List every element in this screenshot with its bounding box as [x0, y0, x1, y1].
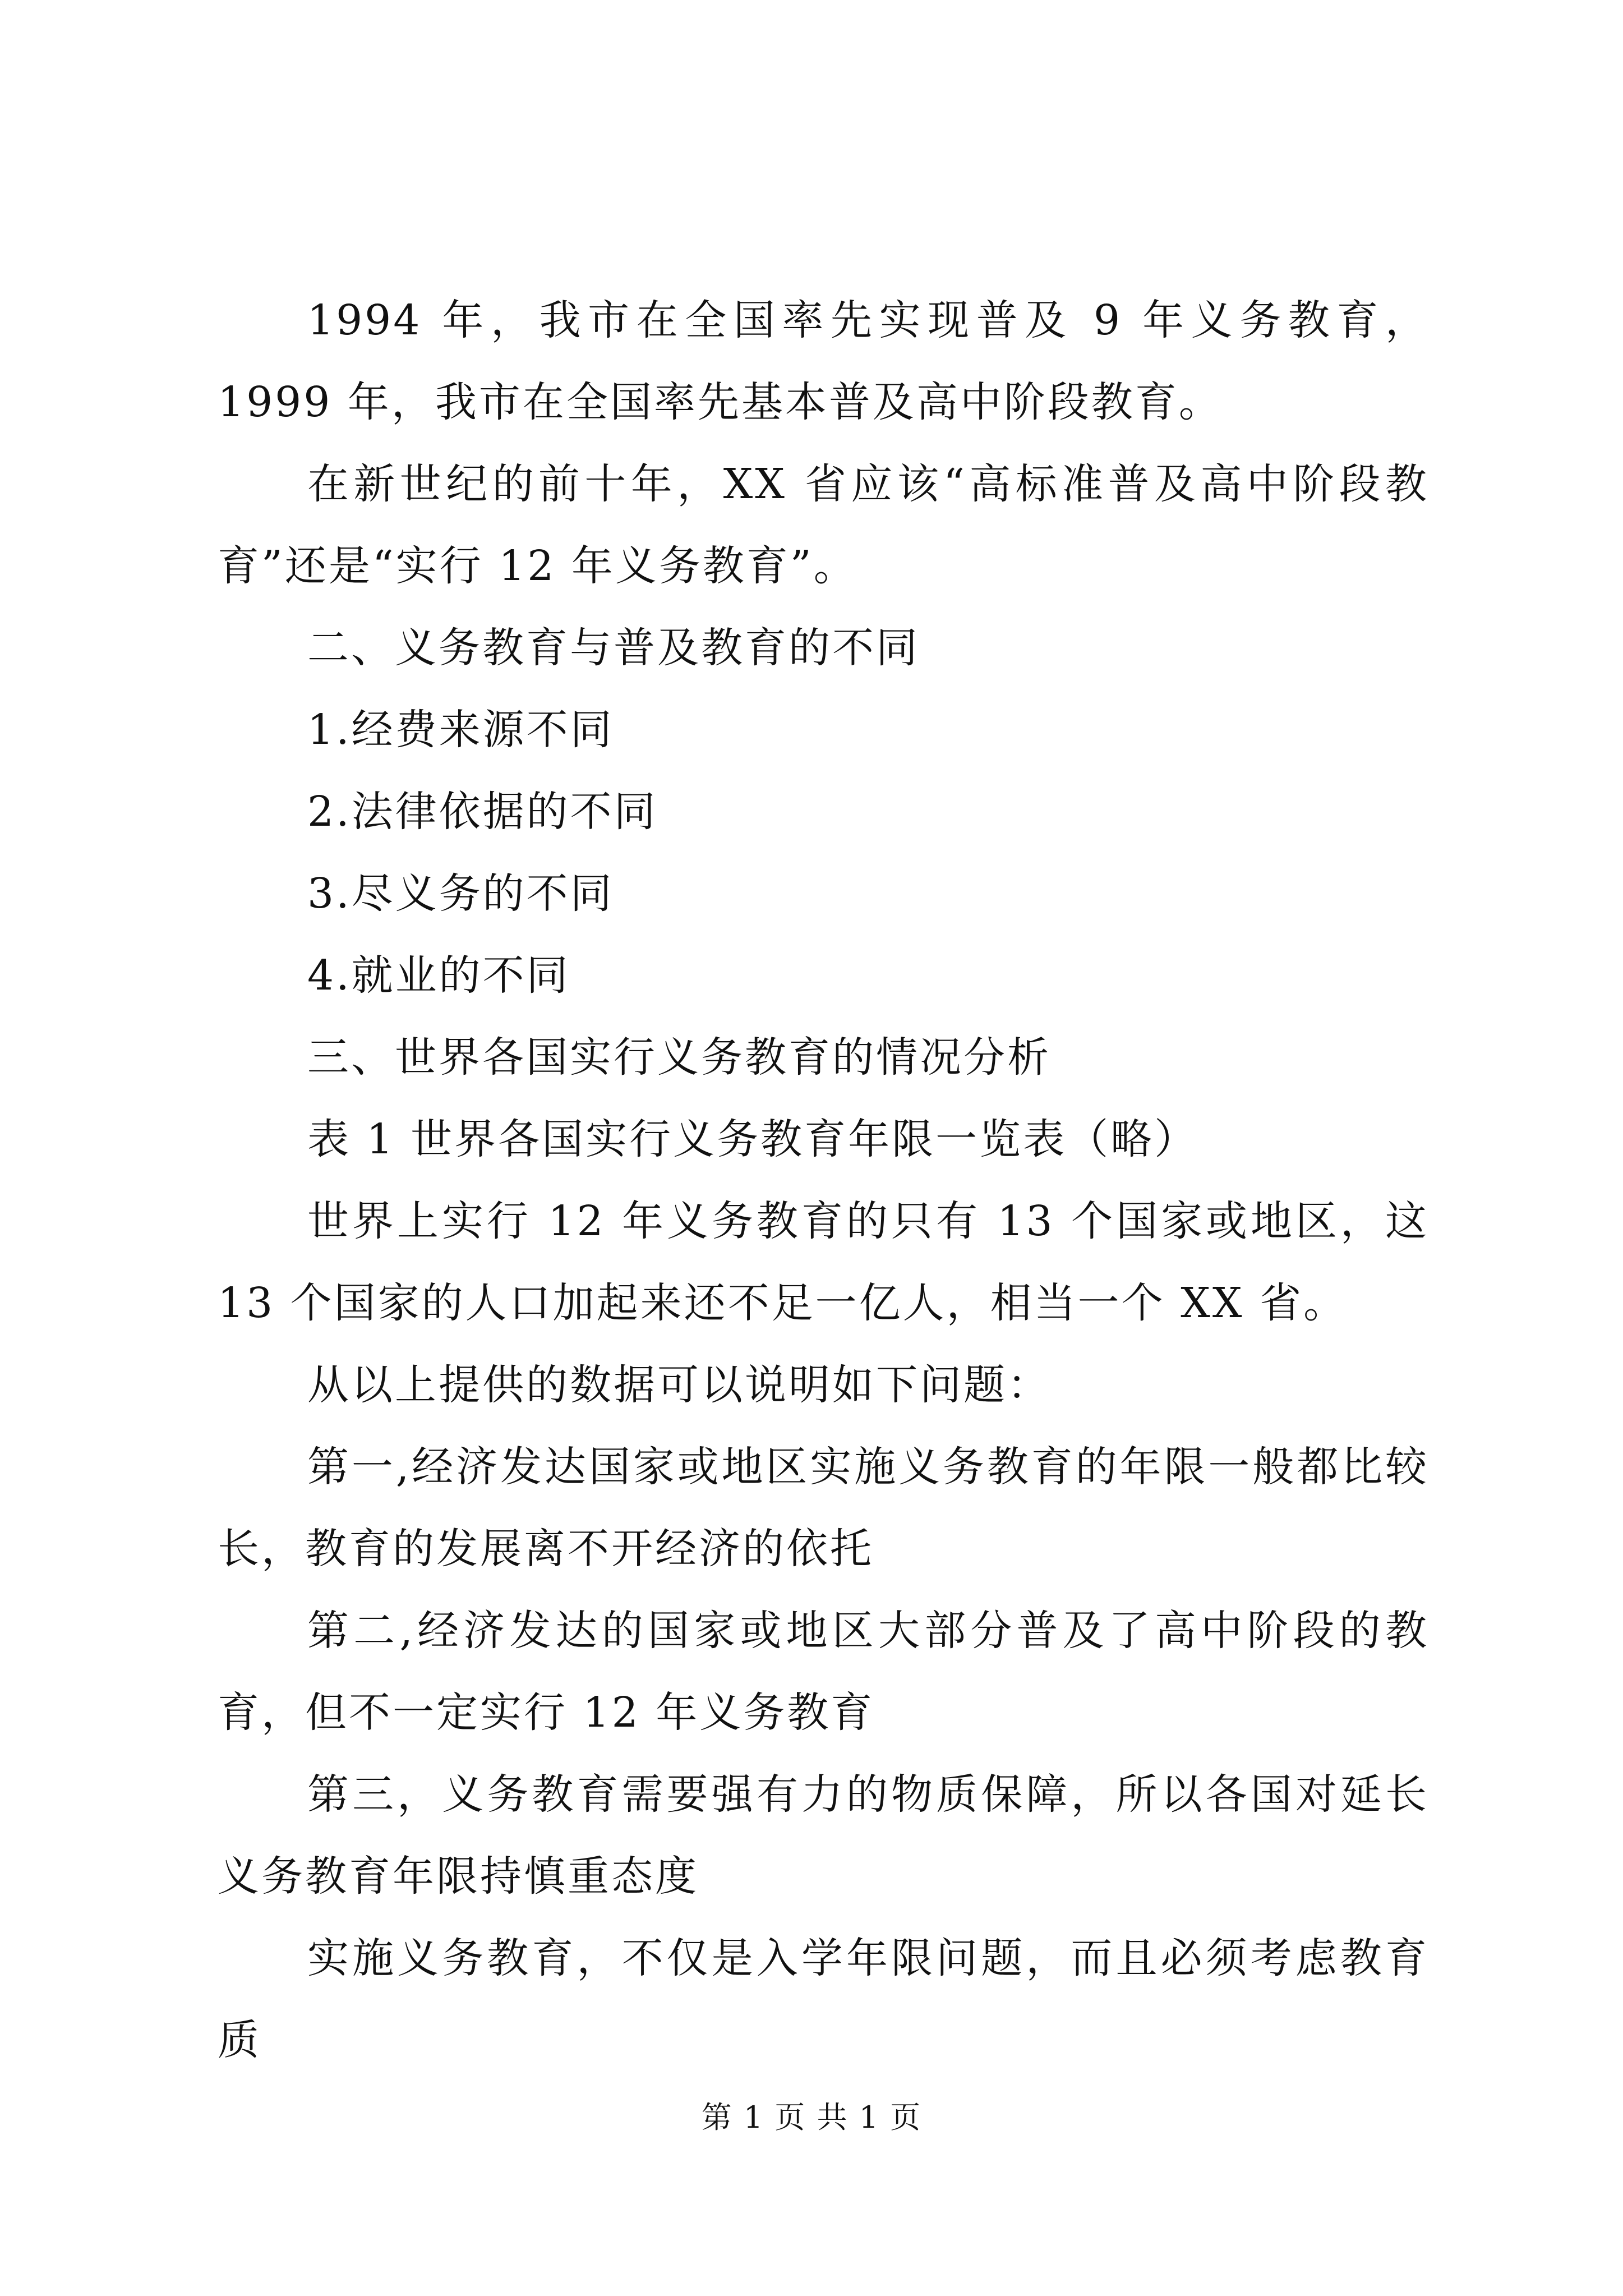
paragraph: 从以上提供的数据可以说明如下问题：: [307, 1361, 1051, 1409]
table-caption: 表 1 世界各国实行义务教育年限一览表（略）: [307, 1115, 1198, 1163]
list-item: 1.经费来源不同: [307, 706, 614, 754]
paragraph: 世界上实行 12 年义务教育的只有 13 个国家或地区，这 13 个国家的人口加起来还不足一亿人，相当一个 XX 省。: [218, 1197, 1429, 1327]
list-item: 4.就业的不同: [307, 951, 570, 1000]
paragraph: 第二,经济发达的国家或地区大部分普及了高中阶段的教育，但不一定实行 12 年义务教育: [218, 1607, 1429, 1737]
paragraph: 在新世纪的前十年，XX 省应该“高标准普及高中阶段教育”还是“实行 12 年义务教育”。: [218, 460, 1429, 590]
section-heading: 三、世界各国实行义务教育的情况分析: [307, 1033, 1051, 1082]
paragraph: 第三，义务教育需要强有力的物质保障，所以各国对延长义务教育年限持慎重态度: [218, 1770, 1429, 1901]
paragraph: 第一,经济发达国家或地区实施义务教育的年限一般都比较长，教育的发展离不开经济的依托: [218, 1443, 1429, 1573]
list-item: 2.法律依据的不同: [307, 788, 658, 836]
document-body: [218, 279, 1429, 2081]
paragraph: 实施义务教育，不仅是入学年限问题，而且必须考虑教育质: [218, 1934, 1429, 2064]
paragraph: 1994 年，我市在全国率先实现普及 9 年义务教育，1999 年，我市在全国率先基本普及高中阶段教育。: [218, 296, 1429, 426]
page-number-label: 第 1 页 共 1 页: [701, 2100, 922, 2135]
page-footer: [0, 2098, 1623, 2137]
list-item: 3.尽义务的不同: [307, 869, 614, 918]
section-heading: 二、义务教育与普及教育的不同: [307, 624, 920, 672]
